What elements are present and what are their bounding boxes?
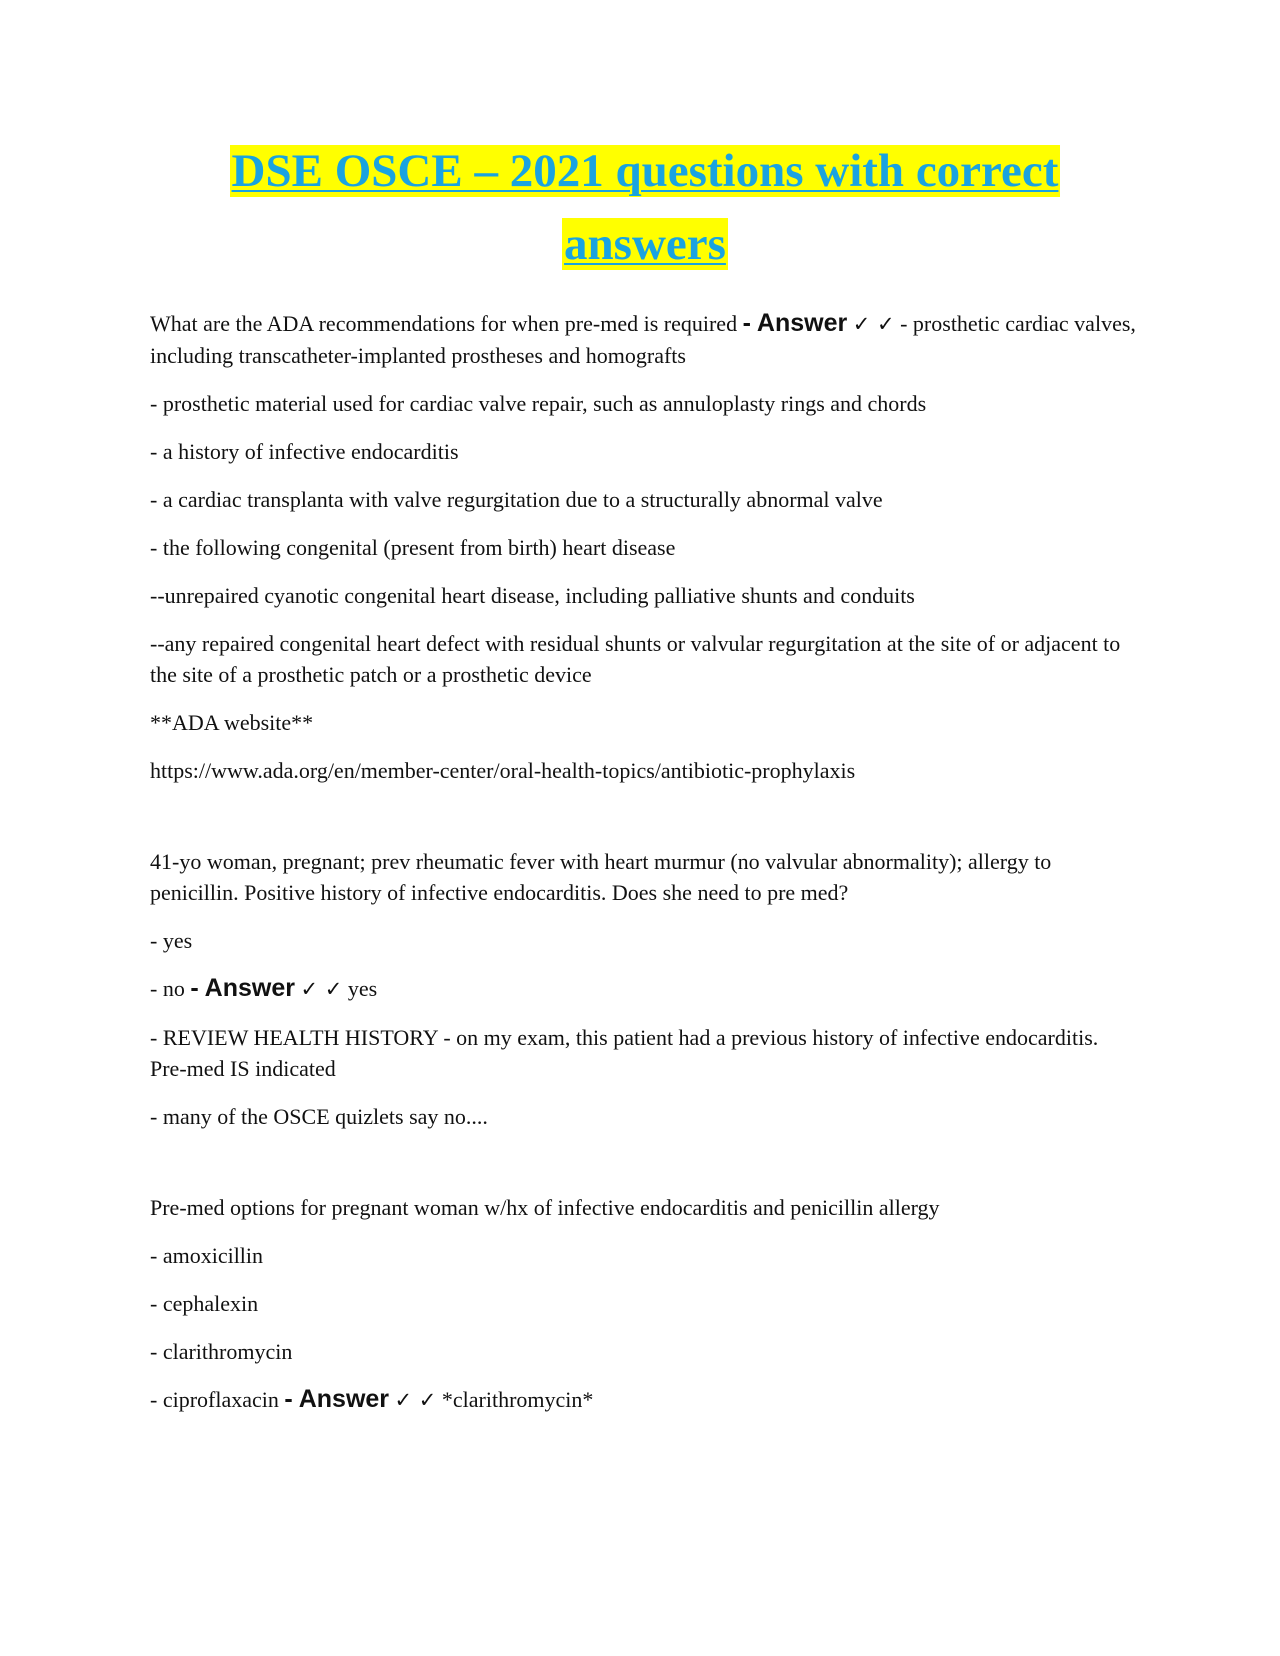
answer-line: --unrepaired cyanotic congenital heart disease, including palliative shunts and conduits — [150, 583, 915, 608]
option-yes: - yes — [150, 928, 193, 953]
option-no: - no — [150, 976, 185, 1001]
source-url[interactable] — [150, 755, 1140, 786]
document-page — [150, 140, 1140, 1433]
answer-line: - prosthetic material used for cardiac valve repair, such as annuloplasty rings and chords — [150, 391, 927, 416]
check-icon: ✓ ✓ — [394, 1388, 437, 1412]
question-2-text: 41-yo woman, pregnant; prev rheumatic fever with heart murmur (no valvular abnormality); allergy to penicillin. Positive history of infective endocarditis. Does she need to pre med? — [150, 849, 1052, 905]
question-3-text: Pre-med options for pregnant woman w/hx of infective endocarditis and penicillin allergy — [150, 1195, 940, 1220]
question-2-answer: yes — [347, 976, 378, 1001]
source-label: **ADA website** — [150, 710, 314, 735]
option-line: - amoxicillin — [150, 1243, 264, 1268]
document-title[interactable]: DSE OSCE – 2021 questions with correct answers — [231, 145, 1059, 270]
option-line: - cephalexin — [150, 1291, 259, 1316]
option-line: - clarithromycin — [150, 1339, 293, 1364]
option-last-with-answer — [150, 1384, 1140, 1416]
answer-line: - a cardiac transplanta with valve regurgitation due to a structurally abnormal valve — [150, 487, 883, 512]
question-1-text: What are the ADA recommendations for when pre-med is required — [150, 311, 738, 336]
note-line: - many of the OSCE quizlets say no.... — [150, 1104, 488, 1129]
option-last: - ciproflaxacin — [150, 1387, 279, 1412]
option-no-with-answer — [150, 973, 1140, 1005]
question-1 — [150, 308, 1140, 371]
answer-line: - a history of infective endocarditis — [150, 439, 459, 464]
answer-label: - Answer — [190, 974, 295, 1002]
answer-line: - the following congenital (present from birth) heart disease — [150, 535, 676, 560]
note-line: - REVIEW HEALTH HISTORY - on my exam, this patient had a previous history of infective endocarditis. Pre-med IS indicated — [150, 1025, 1099, 1081]
check-icon: ✓ ✓ — [300, 977, 343, 1001]
source-link[interactable]: https://www.ada.org/en/member-center/oral-health-topics/antibiotic-prophylaxis — [150, 758, 856, 783]
answer-line: --any repaired congenital heart defect with residual shunts or valvular regurgitation at the site of or adjacent to the site of a prosthetic patch or a prosthetic device — [150, 631, 1121, 687]
answer-label: - Answer — [284, 1385, 390, 1413]
title-block — [150, 140, 1140, 286]
question-1-answer: - prosthetic cardiac valves, including transcatheter-implanted prostheses and homografts — [150, 311, 1136, 368]
answer-label: - Answer — [742, 309, 848, 337]
check-icon: ✓ ✓ — [852, 312, 895, 336]
question-3-answer: *clarithromycin* — [441, 1387, 594, 1412]
